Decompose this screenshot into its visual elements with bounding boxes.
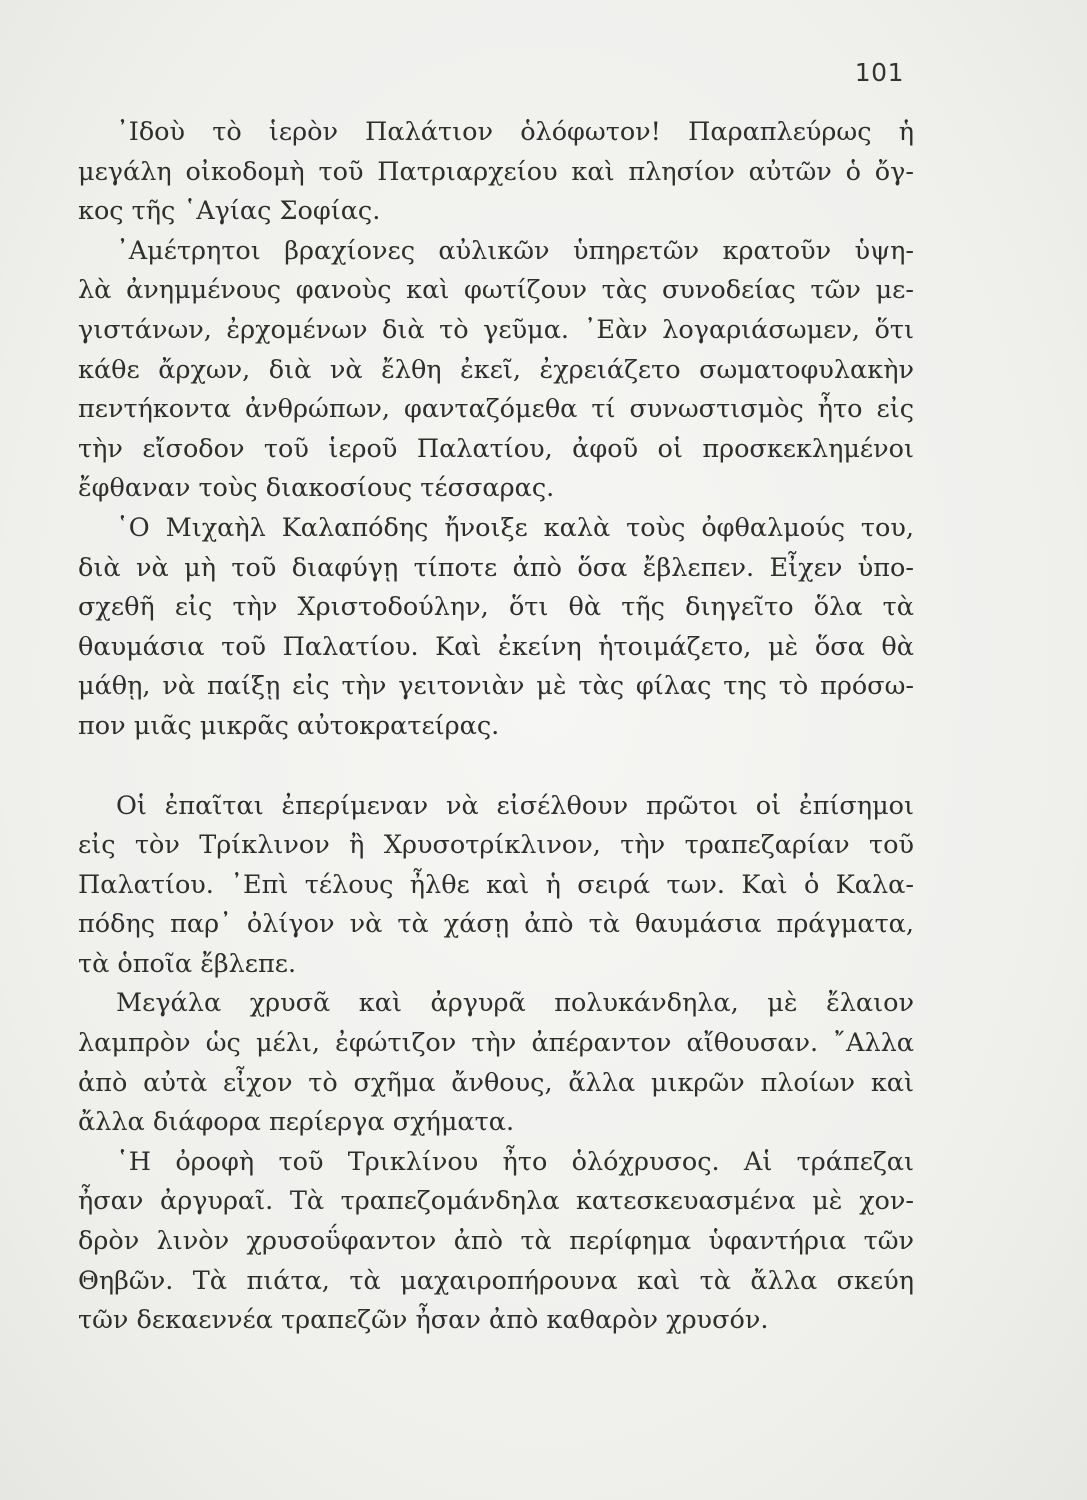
text-line: λὰ ἀνημμένους φανοὺς καὶ φωτίζουν τὰς συνοδείας τῶν με- [78,275,914,306]
text-line: ἀπὸ αὐτὰ εἶχον τὸ σχῆμα ἄνθους, ἄλλα μικρῶν πλοίων καὶ [78,1067,914,1098]
text-line: Παλατίου. ᾿Επὶ τέλους ἦλθε καὶ ἡ σειρά των. Καὶ ὁ Καλα- [78,869,914,900]
text-line: πεντήκοντα ἀνθρώπων, φανταζόμεθα τί συνωστισμὸς ἦτο εἰς [78,394,914,425]
page-number: 101 [854,58,904,87]
text-line: Οἱ ἐπαῖται ἐπερίμεναν νὰ εἰσέλθουν πρῶτοι οἱ ἐπίσημοι [116,790,914,821]
text-line: Θηβῶν. Τὰ πιάτα, τὰ μαχαιροπήρουνα καὶ τὰ ἄλλα σκεύη [78,1265,914,1296]
text-line: κος τῆς ῾Αγίας Σοφίας. [78,196,381,227]
text-line: ἔφθαναν τοὺς διακοσίους τέσσαρας. [78,473,555,504]
text-line: ῾Η ὀροφὴ τοῦ Τρικλίνου ἦτο ὁλόχρυσος. Αἱ τράπεζαι [116,1146,914,1177]
text-line: τὰ ὁποῖα ἔβλεπε. [78,948,297,979]
text-line: γιστάνων, ἐρχομένων διὰ τὸ γεῦμα. ᾿Εὰν λογαριάσωμεν, ὅτι [78,314,914,345]
text-line: κάθε ἄρχων, διὰ νὰ ἔλθη ἐκεῖ, ἐχρειάζετο σωματοφυλακὴν [78,354,914,385]
text-line: πόδης παρ᾿ ὀλίγον νὰ τὰ χάσῃ ἀπὸ τὰ θαυμάσια πράγματα, [78,909,914,940]
text-body [78,113,914,1341]
text-line: εἰς τὸν Τρίκλινον ἢ Χρυσοτρίκλινον, τὴν τραπεζαρίαν τοῦ [78,830,914,861]
text-line: ᾿Αμέτρητοι βραχίονες αὐλικῶν ὑπηρετῶν κρατοῦν ὑψη- [116,235,914,266]
text-line: Μεγάλα χρυσᾶ καὶ ἀργυρᾶ πολυκάνδηλα, μὲ ἔλαιον [116,988,914,1019]
text-line: πον μιᾶς μικρᾶς αὐτοκρατείρας. [78,710,500,741]
section-gap [78,747,914,787]
text-line: τῶν δεκαεννέα τραπεζῶν ἦσαν ἀπὸ καθαρὸν χρυσόν. [78,1305,769,1336]
text-line: ῾Ο Μιχαὴλ Καλαπόδης ἤνοιξε καλὰ τοὺς ὀφθαλμούς του, [116,512,914,543]
text-line: μεγάλη οἰκοδομὴ τοῦ Πατριαρχείου καὶ πλησίον αὐτῶν ὁ ὄγ- [78,156,914,187]
text-line: μάθῃ, νὰ παίξῃ εἰς τὴν γειτονιὰν μὲ τὰς φίλας της τὸ πρόσω- [78,671,914,702]
text-line: ἄλλα διάφορα περίεργα σχήματα. [78,1107,515,1138]
text-line: ἦσαν ἀργυραῖ. Τὰ τραπεζομάνδηλα κατεσκευασμένα μὲ χον- [78,1186,914,1217]
text-line: λαμπρὸν ὡς μέλι, ἐφώτιζον τὴν ἀπέραντον αἴθουσαν. ῎Αλλα [78,1028,914,1059]
text-line: θαυμάσια τοῦ Παλατίου. Καὶ ἐκείνη ἡτοιμάζετο, μὲ ὅσα θὰ [78,631,914,662]
text-line: ᾿Ιδοὺ τὸ ἱερὸν Παλάτιον ὁλόφωτον! Παραπλεύρως ἡ [116,117,914,147]
text-line: τὴν εἴσοδον τοῦ ἱεροῦ Παλατίου, ἀφοῦ οἱ προσκεκλημένοι [78,433,914,464]
text-line: σχεθῆ εἰς τὴν Χριστοδούλην, ὅτι θὰ τῆς διηγεῖτο ὅλα τὰ [78,592,914,623]
text-line: διὰ νὰ μὴ τοῦ διαφύγῃ τίποτε ἀπὸ ὅσα ἔβλεπεν. Εἶχεν ὑπο- [78,552,914,583]
text-line: δρὸν λινὸν χρυσοΰφαντον ἀπὸ τὰ περίφημα ὑφαντήρια τῶν [78,1226,914,1257]
